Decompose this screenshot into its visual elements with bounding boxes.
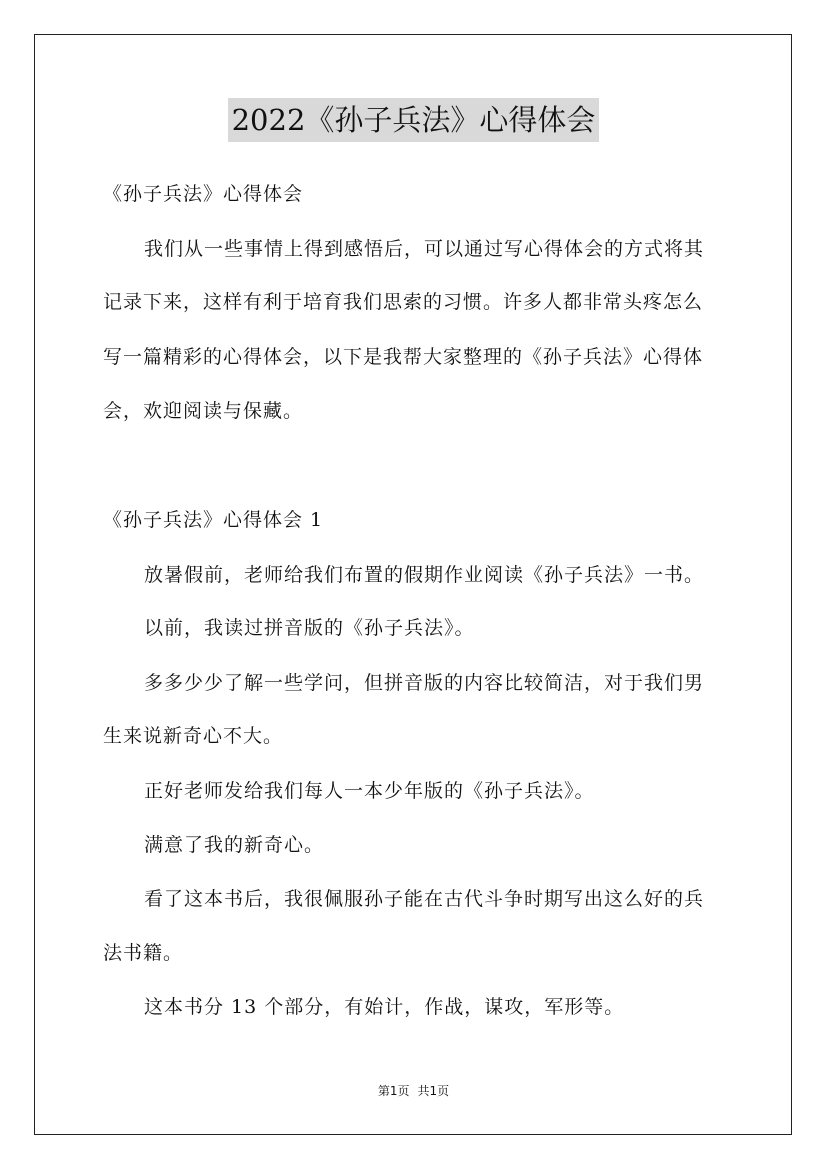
body-line: 满意了我的新奇心。 bbox=[144, 834, 325, 856]
intro-line: 记录下来，这样有利于培育我们思索的习惯。许多人都非常头疼怎么 bbox=[103, 291, 704, 313]
body-line: 这本书分 13 个部分，有始计，作战，谋攻，军形等。 bbox=[144, 996, 625, 1018]
intro-line: 我们从一些事情上得到感悟后，可以通过写心得体会的方式将其 bbox=[144, 238, 705, 260]
intro-line: 写一篇精彩的心得体会，以下是我帮大家整理的《孙子兵法》心得体 bbox=[103, 346, 704, 368]
title-container bbox=[0, 98, 827, 142]
page-total: 共1页 bbox=[417, 1084, 450, 1098]
document-title: 2022《孙子兵法》心得体会 bbox=[228, 98, 600, 142]
body-line: 放暑假前，老师给我们布置的假期作业阅读《孙子兵法》一书。 bbox=[144, 564, 705, 586]
section-heading: 《孙子兵法》心得体会 1 bbox=[103, 509, 324, 531]
body-line: 法书籍。 bbox=[103, 942, 184, 964]
intro-line: 会，欢迎阅读与保藏。 bbox=[103, 400, 304, 422]
body-line: 看了这本书后，我很佩服孙子能在古代斗争时期写出这么好的兵 bbox=[144, 888, 705, 910]
page-footer bbox=[0, 1083, 827, 1099]
page-number: 第1页 bbox=[377, 1084, 410, 1098]
document-subtitle: 《孙子兵法》心得体会 bbox=[103, 183, 304, 205]
body-line: 正好老师发给我们每人一本少年版的《孙子兵法》。 bbox=[144, 780, 595, 802]
body-line: 生来说新奇心不大。 bbox=[103, 725, 284, 747]
body-line: 多多少少了解一些学问，但拼音版的内容比较简洁，对于我们男 bbox=[144, 672, 705, 694]
body-line: 以前，我读过拼音版的《孙子兵法》。 bbox=[144, 617, 475, 639]
